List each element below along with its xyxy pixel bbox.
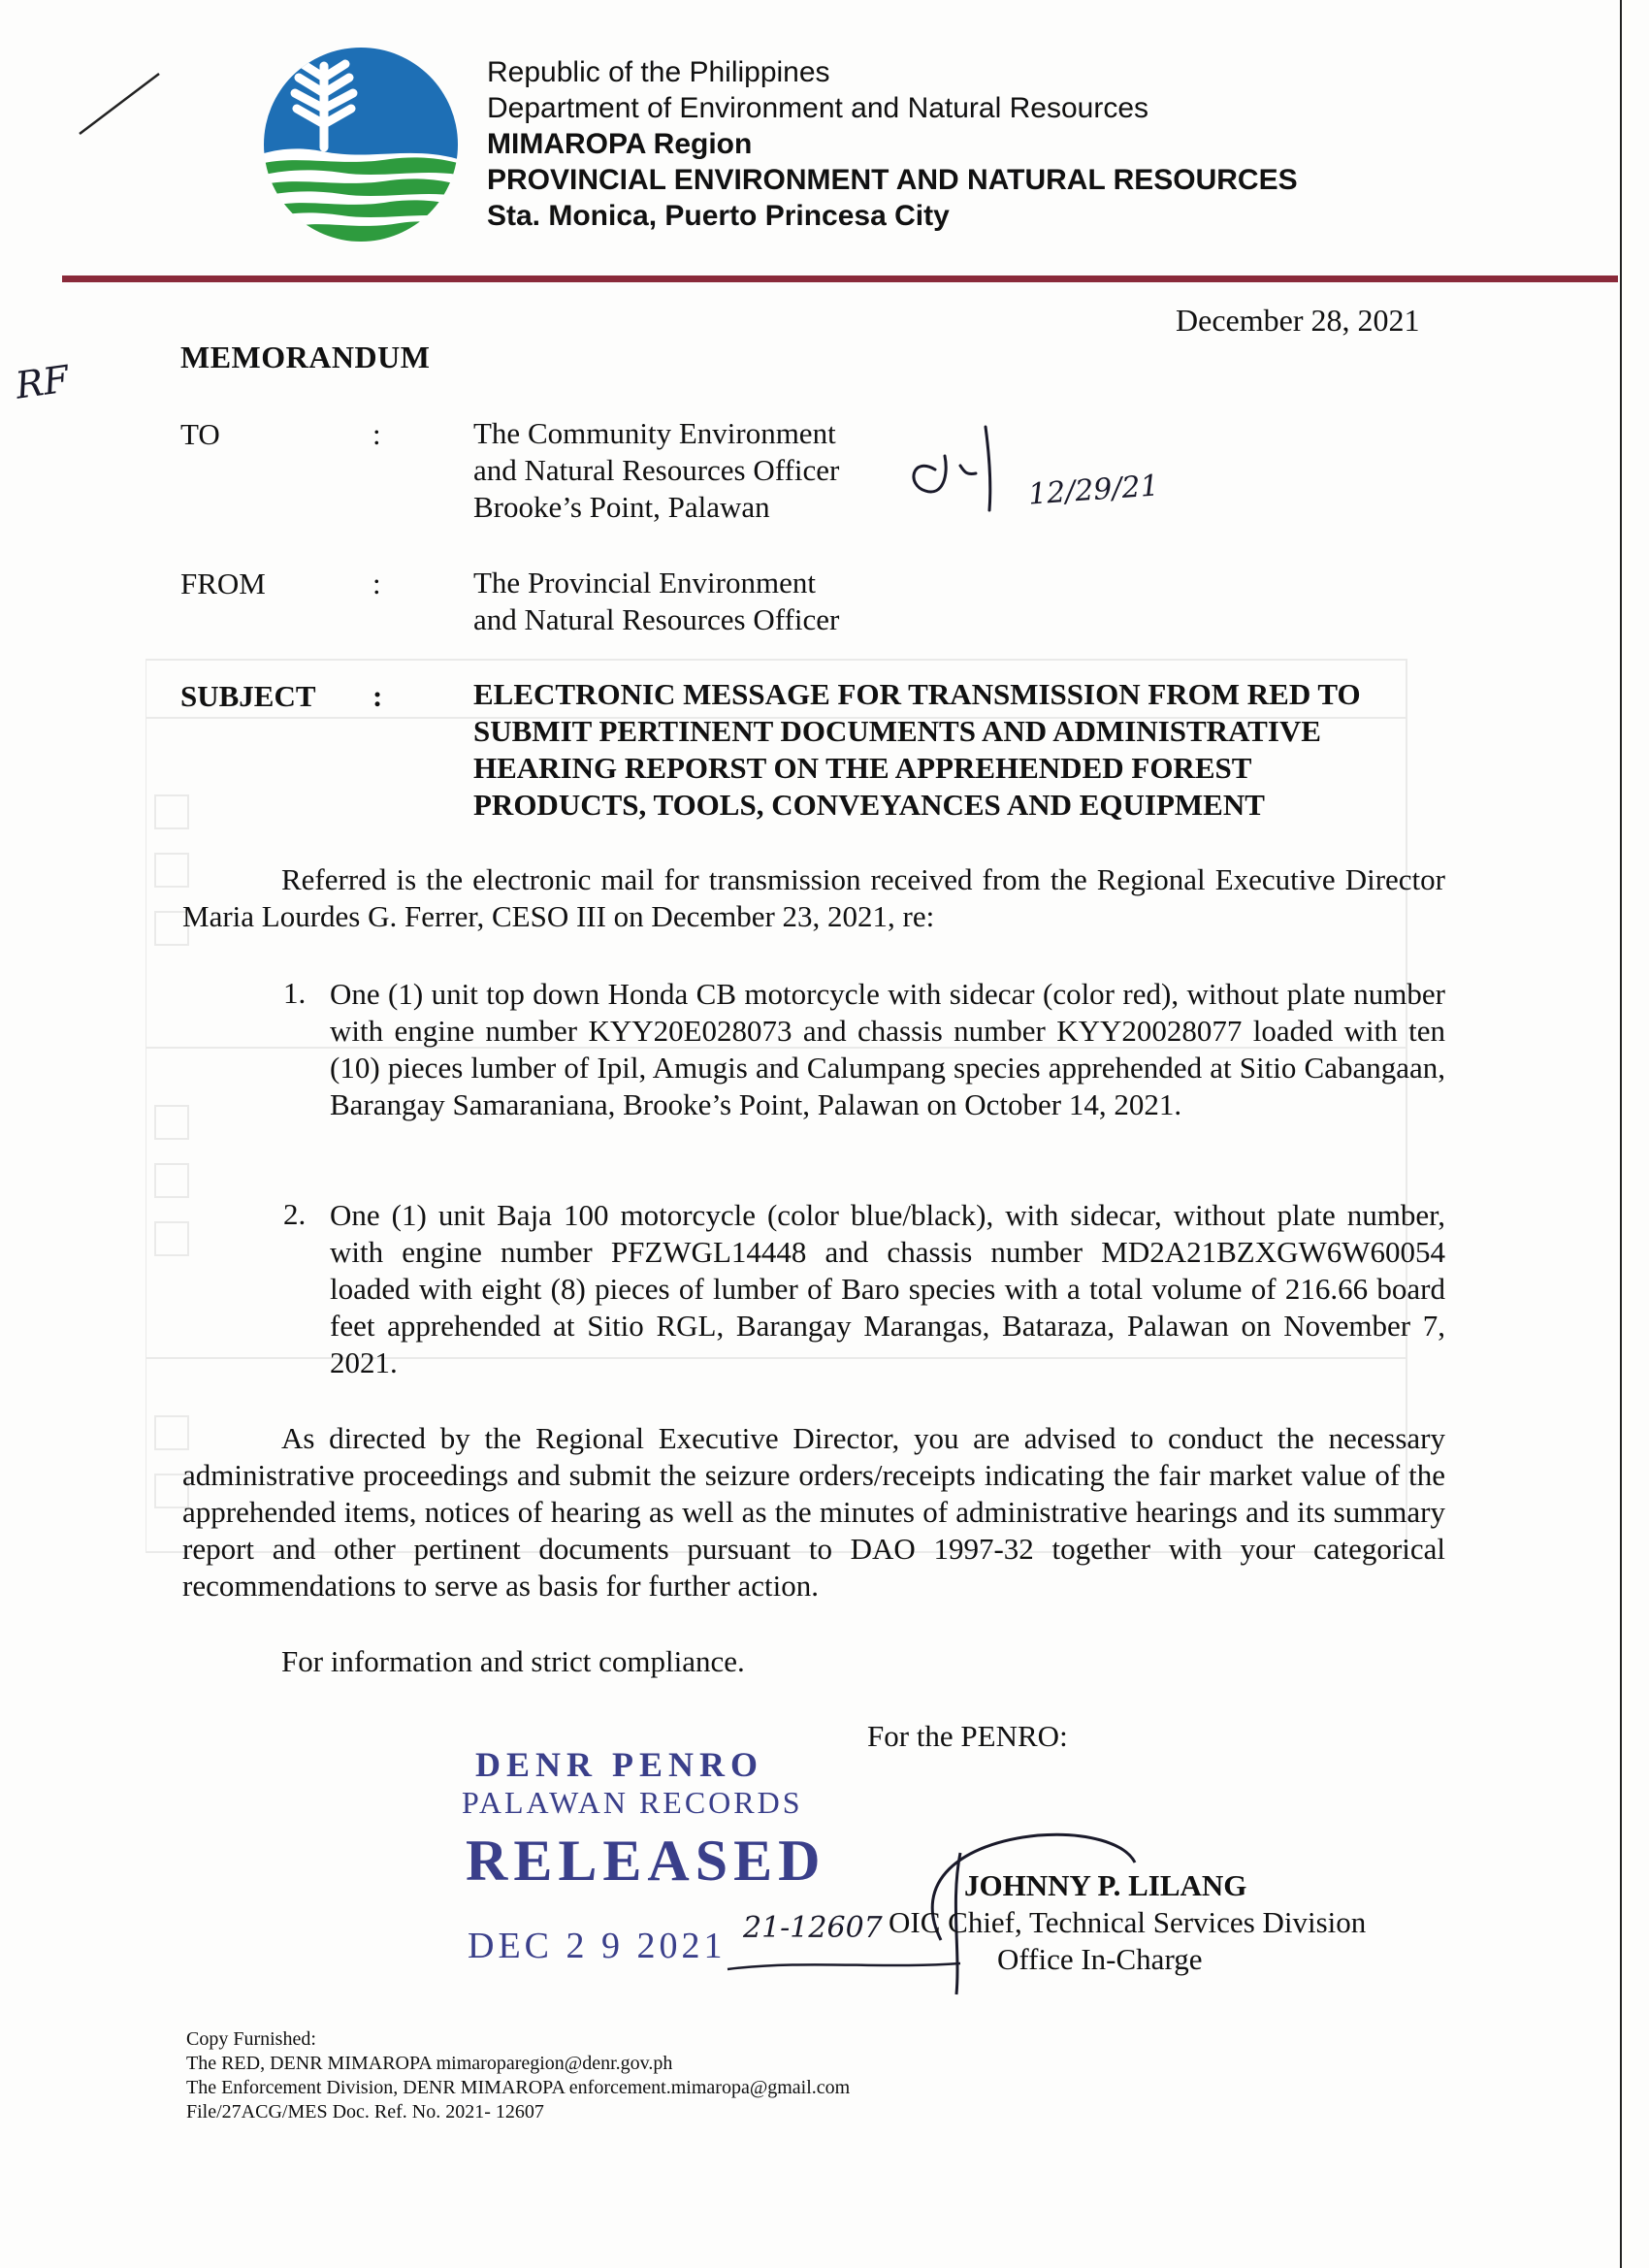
- apprehension-item-1: One (1) unit top down Honda CB motorcycle with sidecar (color red), without plate number with engine number KYY20E028073 and chassis number KYY20028077 loaded with ten (10) pieces lumber of Ipil, Amugis and Calumpang species apprehended at Sitio Cabangaan, Barangay Samaraniana, Brooke’s Point, Palawan on October 14, 2021.: [330, 977, 1445, 1121]
- from-label: FROM: [180, 567, 266, 600]
- to-line: and Natural Resources Officer: [473, 453, 840, 487]
- handwritten-initials: [892, 417, 1038, 514]
- signatory-office: Office In-Charge: [997, 1942, 1203, 1976]
- to-line: Brooke’s Point, Palawan: [473, 490, 770, 524]
- bleed-through-form: [146, 310, 1484, 1979]
- margin-initials: RF: [13, 357, 72, 407]
- subject-line: ELECTRONIC MESSAGE FOR TRANSMISSION FROM RED TO: [473, 677, 1361, 711]
- letterhead-region: MIMAROPA Region: [487, 128, 753, 160]
- subject-colon: :: [372, 679, 383, 713]
- signatory-name: JOHNNY P. LILANG: [964, 1868, 1247, 1902]
- item-number: 2.: [283, 1197, 307, 1231]
- memo-date: December 28, 2021: [1176, 303, 1420, 338]
- letterhead-office: PROVINCIAL ENVIRONMENT AND NATURAL RESOURCES: [487, 164, 1298, 196]
- subject-line: PRODUCTS, TOOLS, CONVEYANCES AND EQUIPMENT: [473, 788, 1265, 822]
- from-sender: [473, 565, 839, 638]
- from-line: The Provincial Environment: [473, 566, 816, 599]
- closing-line: For information and strict compliance.: [281, 1644, 745, 1678]
- for-penro: For the PENRO:: [867, 1719, 1068, 1753]
- handwritten-ref-no: 21-12607: [743, 1911, 883, 1945]
- from-line: and Natural Resources Officer: [473, 602, 840, 636]
- subject-text: [473, 676, 1361, 824]
- intro-paragraph: Referred is the electronic mail for transmission received from the Regional Executive Director Maria Lourdes G. Ferrer, CESO III on December 23, 2021, re:: [182, 862, 1445, 933]
- subject-label: SUBJECT: [180, 679, 316, 713]
- letterhead-divider: [62, 275, 1618, 282]
- copy-furnished-line: The RED, DENR MIMAROPA mimaroparegion@denr.gov.ph: [186, 2053, 673, 2074]
- from-colon: :: [372, 567, 381, 600]
- letterhead-address: Sta. Monica, Puerto Princesa City: [487, 200, 950, 232]
- subject-line: SUBMIT PERTINENT DOCUMENTS AND ADMINISTRATIVE: [473, 714, 1321, 748]
- scan-edge-line: [1620, 0, 1622, 2268]
- to-line: The Community Environment: [473, 416, 836, 450]
- copy-furnished-line: File/27ACG/MES Doc. Ref. No. 2021- 12607: [186, 2101, 544, 2122]
- apprehension-item-2: One (1) unit Baja 100 motorcycle (color blue/black), with sidecar, without plate number, with engine number PFZWGL14448 and chassis number MD2A21BZXGW6W60054 loaded with eight (8) pieces of lumber of Baro species with a total volume of 216.66 board feet apprehended at Sitio RGL, Barangay Marangas, Bataraza, Palawan on November 7, 2021.: [330, 1198, 1445, 1379]
- stamp-date: DEC 2 9 2021: [468, 1926, 727, 1966]
- letterhead-department: Department of Environment and Natural Resources: [487, 92, 1149, 124]
- copy-furnished-label: Copy Furnished:: [186, 2028, 316, 2050]
- to-recipient: [473, 415, 839, 526]
- handwritten-received-date: 12/29/21: [1026, 469, 1160, 512]
- stamp-released: RELEASED: [466, 1829, 826, 1893]
- to-colon: :: [372, 417, 381, 451]
- directive-paragraph: As directed by the Regional Executive Director, you are advised to conduct the necessary administrative proceedings and submit the seizure orders/receipts indicating the fair market value of the apprehended items, notices of hearing as well as the minutes of administrative hearings and its summary report and other pertinent documents pursuant to DAO 1997-32 together with your categorical recommendations to serve as basis for further action.: [182, 1421, 1445, 1603]
- copy-furnished: [186, 2027, 850, 2124]
- memo-title: MEMORANDUM: [180, 340, 431, 374]
- pen-stroke-mark: [76, 70, 163, 138]
- to-label: TO: [180, 417, 220, 451]
- stamp-office: DENR PENRO: [475, 1745, 764, 1784]
- item-number: 1.: [283, 976, 307, 1010]
- denr-logo: [264, 45, 458, 244]
- letterhead: [487, 54, 1298, 234]
- stamp-records: PALAWAN RECORDS: [462, 1785, 803, 1820]
- letterhead-republic: Republic of the Philippines: [487, 56, 830, 88]
- copy-furnished-line: The Enforcement Division, DENR MIMAROPA enforcement.mimaropa@gmail.com: [186, 2077, 851, 2098]
- signatory-title: OIC Chief, Technical Services Division: [889, 1905, 1367, 1939]
- subject-line: HEARING REPORST ON THE APPREHENDED FOREST: [473, 751, 1252, 785]
